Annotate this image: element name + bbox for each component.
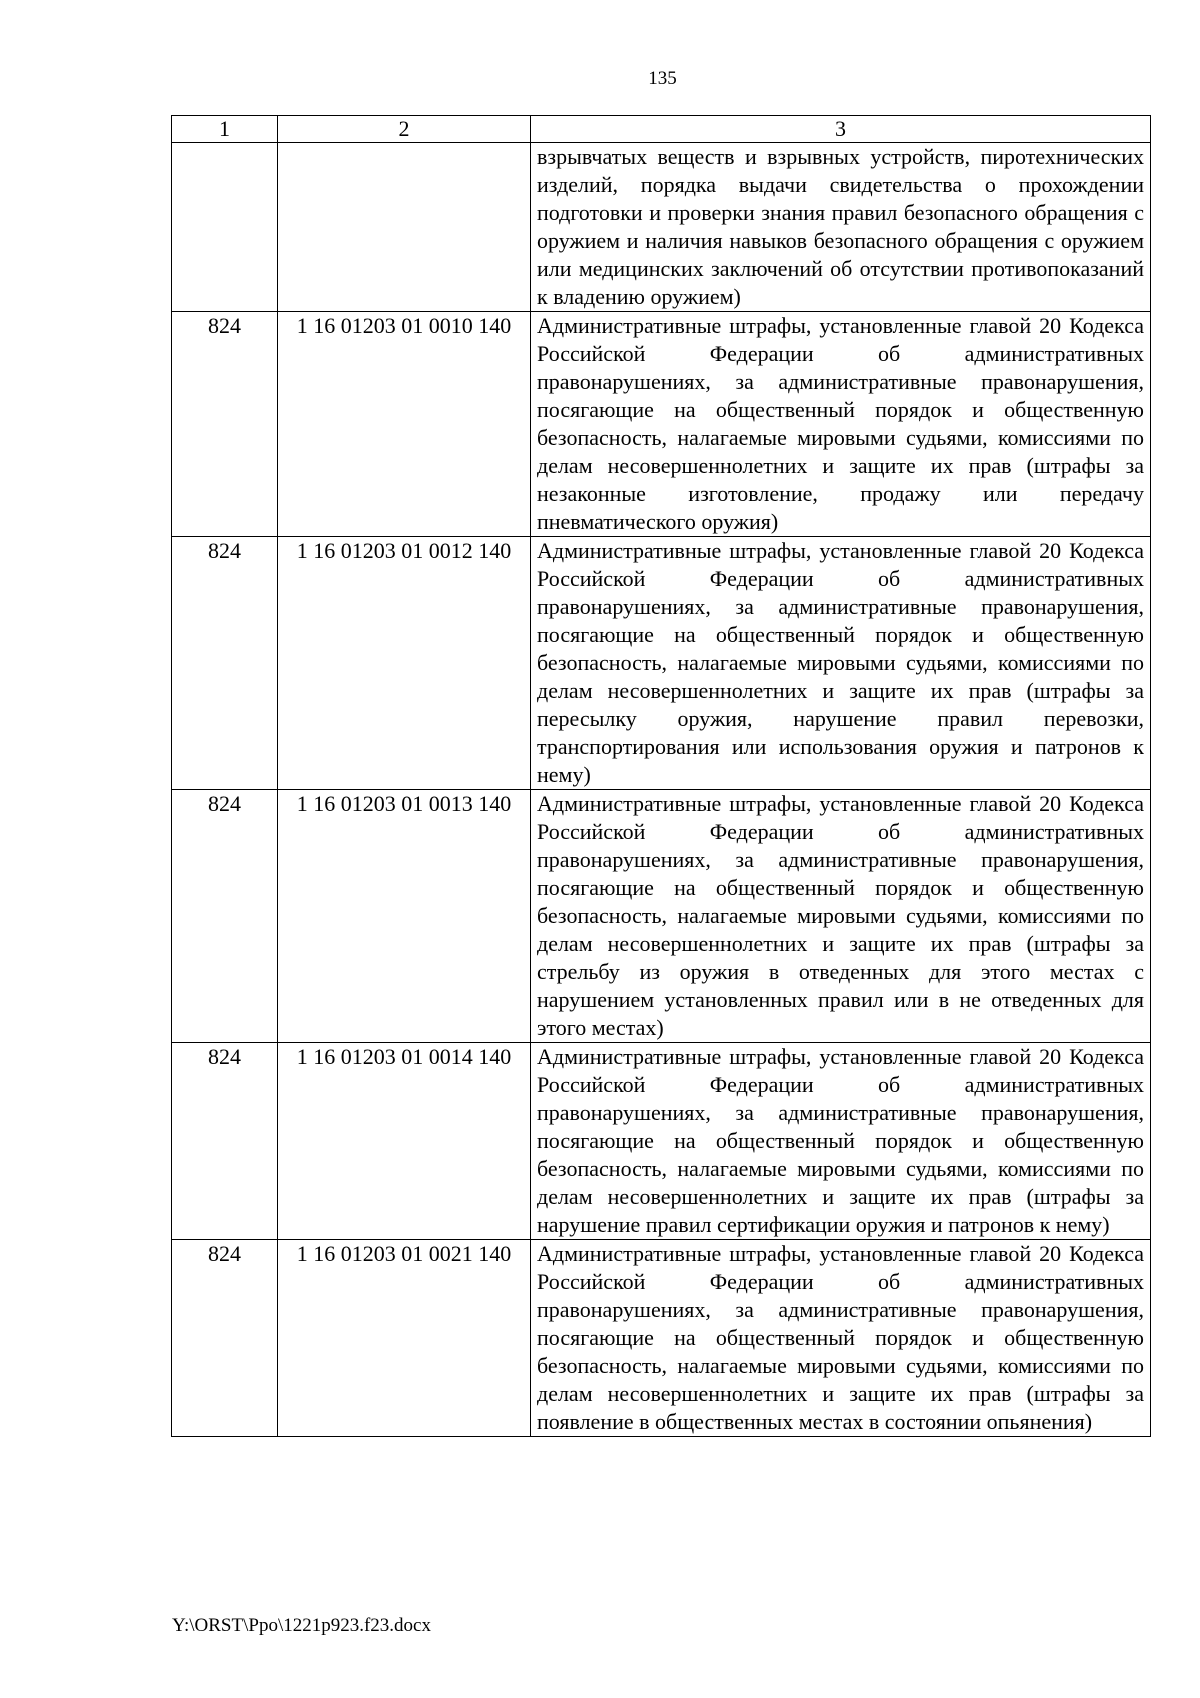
budget-code-cell: [278, 143, 531, 312]
column-header-3: 3: [531, 116, 1151, 143]
budget-code-cell: 1 16 01203 01 0021 140: [278, 1240, 531, 1437]
budget-code-cell: 1 16 01203 01 0013 140: [278, 790, 531, 1043]
column-header-2: 2: [278, 116, 531, 143]
admin-code-cell: 824: [172, 312, 278, 537]
admin-code-cell: 824: [172, 1240, 278, 1437]
budget-code-cell: 1 16 01203 01 0010 140: [278, 312, 531, 537]
budget-code-cell: 1 16 01203 01 0012 140: [278, 537, 531, 790]
footer-file-path: Y:\ORST\Ppo\1221p923.f23.docx: [172, 1615, 431, 1636]
admin-code-cell: 824: [172, 1043, 278, 1240]
description-cell: Административные штрафы, установленные главой 20 Кодекса Российской Федерации об административных правонарушениях, за административные правонарушения, посягающие на общественный порядок и общественную безопасность, налагаемые мировыми судьями, комиссиями по делам несовершеннолетних и защите их прав (штрафы за нарушение правил сертификации оружия и патронов к нему): [531, 1043, 1151, 1240]
description-cell: Административные штрафы, установленные главой 20 Кодекса Российской Федерации об административных правонарушениях, за административные правонарушения, посягающие на общественный порядок и общественную безопасность, налагаемые мировыми судьями, комиссиями по делам несовершеннолетних и защите их прав (штрафы за появление в общественных местах в состоянии опьянения): [531, 1240, 1151, 1437]
table-row: [172, 537, 1151, 790]
budget-code-table: [171, 115, 1151, 1437]
table-row: [172, 1043, 1151, 1240]
table-row: [172, 790, 1151, 1043]
table-header-row: [172, 116, 1151, 143]
table-row: [172, 312, 1151, 537]
admin-code-cell: 824: [172, 790, 278, 1043]
column-header-1: 1: [172, 116, 278, 143]
description-cell: Административные штрафы, установленные главой 20 Кодекса Российской Федерации об административных правонарушениях, за административные правонарушения, посягающие на общественный порядок и общественную безопасность, налагаемые мировыми судьями, комиссиями по делам несовершеннолетних и защите их прав (штрафы за незаконные изготовление, продажу или передачу пневматического оружия): [531, 312, 1151, 537]
page-number: 135: [648, 68, 677, 89]
table-row: [172, 1240, 1151, 1437]
description-cell: взрывчатых веществ и взрывных устройств, пиротехнических изделий, порядка выдачи свидетельства о прохождении подготовки и проверки знания правил безопасного обращения с оружием и наличия навыков безопасного обращения с оружием или медицинских заключений об отсутствии противопоказаний к владению оружием): [531, 143, 1151, 312]
budget-code-cell: 1 16 01203 01 0014 140: [278, 1043, 531, 1240]
description-cell: Административные штрафы, установленные главой 20 Кодекса Российской Федерации об административных правонарушениях, за административные правонарушения, посягающие на общественный порядок и общественную безопасность, налагаемые мировыми судьями, комиссиями по делам несовершеннолетних и защите их прав (штрафы за стрельбу из оружия в отведенных для этого местах с нарушением установленных правил или в не отведенных для этого местах): [531, 790, 1151, 1043]
admin-code-cell: [172, 143, 278, 312]
table-row: [172, 143, 1151, 312]
admin-code-cell: 824: [172, 537, 278, 790]
description-cell: Административные штрафы, установленные главой 20 Кодекса Российской Федерации об административных правонарушениях, за административные правонарушения, посягающие на общественный порядок и общественную безопасность, налагаемые мировыми судьями, комиссиями по делам несовершеннолетних и защите их прав (штрафы за пересылку оружия, нарушение правил перевозки, транспортирования или использования оружия и патронов к нему): [531, 537, 1151, 790]
